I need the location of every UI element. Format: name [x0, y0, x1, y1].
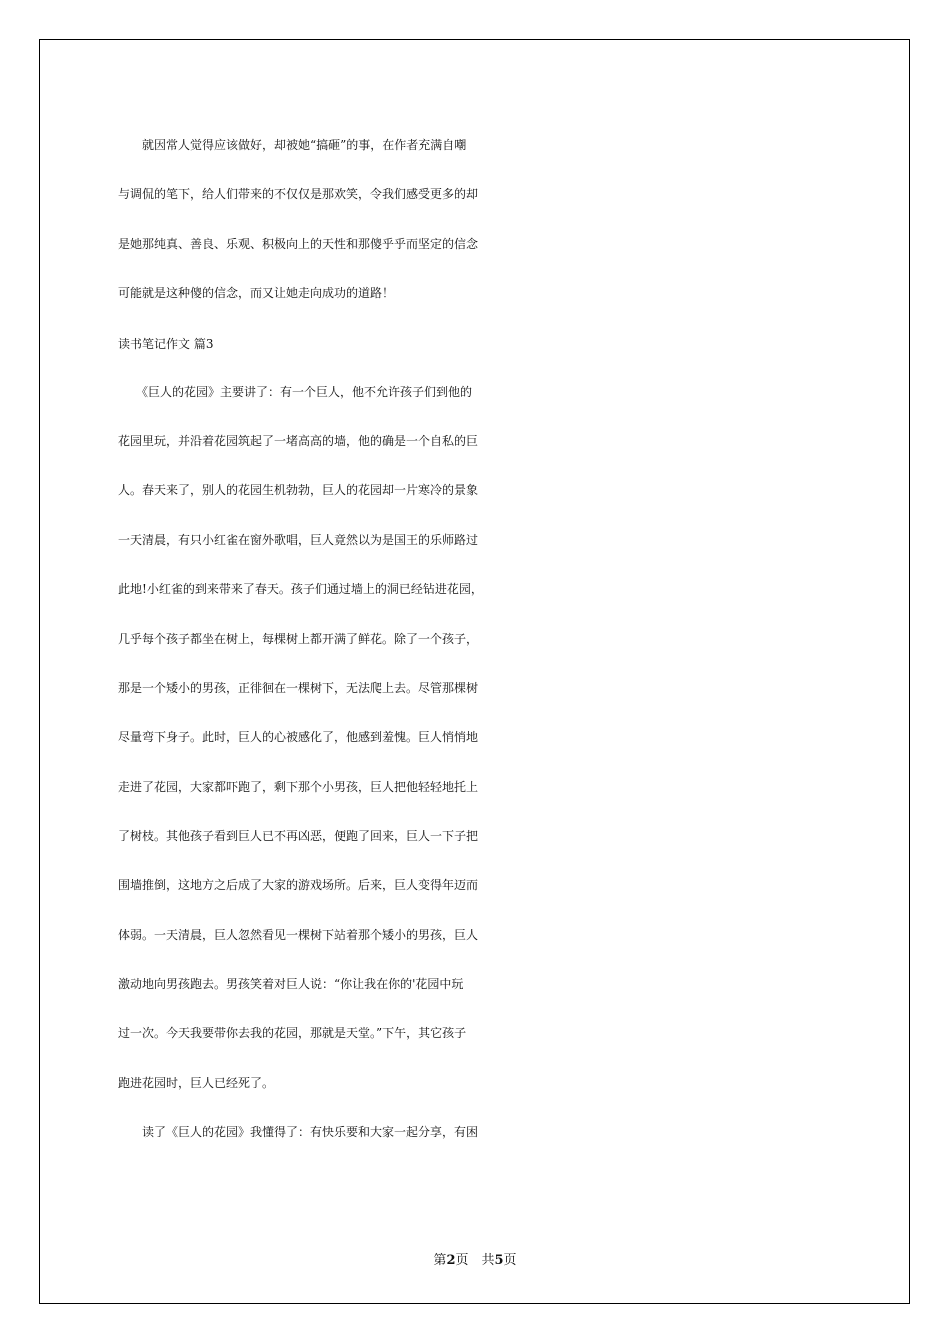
text-line: 激动地向男孩跑去。男孩笑着对巨人说：“你让我在你的'花园中玩 [118, 976, 464, 991]
page-footer [0, 1249, 950, 1268]
footer-mid: 页 共 [455, 1253, 495, 1268]
text-line: 与调侃的笔下，给人们带来的不仅仅是那欢笑，令我们感受更多的却 [118, 187, 479, 202]
text-line: 体弱。一天清晨，巨人忽然看见一棵树下站着那个矮小的男孩，巨人 [118, 927, 479, 942]
text-line: 围墙推倒，这地方之后成了大家的游戏场所。后来，巨人变得年迈而 [118, 878, 479, 893]
text-line: 《巨人的花园》主要讲了：有一个巨人，他不允许孩子们到他的 [118, 384, 473, 399]
text-line: 几乎每个孩子都坐在树上，每棵树上都开满了鲜花。除了一个孩子， [118, 631, 479, 646]
footer-suffix: 页 [503, 1253, 517, 1268]
text-line: 就因常人觉得应该做好，却被她“搞砸”的事，在作者充满自嘲 [118, 138, 467, 152]
total-page-number: 5 [494, 1253, 504, 1268]
text-line: 是她那纯真、善良、乐观、积极向上的天性和那傻乎乎而坚定的信念 [118, 236, 479, 251]
text-line: 跑进花园时，巨人已经死了。 [118, 1075, 275, 1090]
text-line: 尽量弯下身子。此时，巨人的心被感化了，他感到羞愧。巨人悄悄地 [118, 730, 479, 745]
text-line: 花园里玩，并沿着花园筑起了一堵高高的墙，他的确是一个自私的巨 [118, 434, 479, 449]
section-heading: 读书笔记作文 篇3 [118, 337, 214, 352]
text-line: 了树枝。其他孩子看到巨人已不再凶恶，便跑了回来，巨人一下子把 [118, 828, 479, 843]
text-line: 可能就是这种傻的信念，而又让她走向成功的道路！ [118, 286, 395, 301]
text-line: 过一次。今天我要带你去我的花园，那就是天堂。”下午，其它孩子 [118, 1026, 467, 1041]
text-line: 人。春天来了，别人的花园生机勃勃，巨人的花园却一片寒冷的景象 [118, 483, 479, 498]
text-line: 一天清晨，有只小红雀在窗外歌唱，巨人竟然以为是国王的乐师路过 [118, 532, 479, 547]
text-line: 读了《巨人的花园》我懂得了：有快乐要和大家一起分享，有困 [118, 1125, 479, 1139]
text-line: 走进了花园，大家都吓跑了，剩下那个小男孩，巨人把他轻轻地托上 [118, 779, 479, 794]
page-border [39, 39, 910, 1304]
text-line: 那是一个矮小的男孩，正徘徊在一棵树下，无法爬上去。尽管那棵树 [118, 680, 479, 695]
current-page-number: 2 [446, 1253, 456, 1268]
text-line: 此地!小红雀的到来带来了春天。孩子们通过墙上的洞已经钻进花园， [118, 582, 483, 597]
footer-prefix: 第 [433, 1253, 447, 1268]
